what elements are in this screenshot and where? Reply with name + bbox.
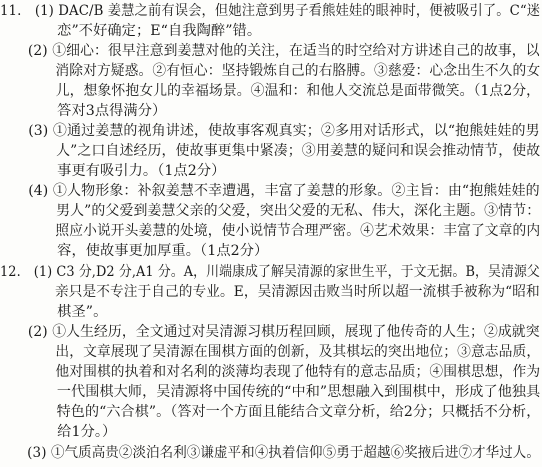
answer-11-4-line-2: 男人”的父爱到姜慧父亲的父爱，突出父爱的无私、伟大，深化主题。③情节： xyxy=(0,203,541,219)
answer-12-1-line-1: 12. (1) C3 分,D2 分,A1 分。A，川端康成了解吴清源的家世生平，于文无据。B，吴清源父 xyxy=(0,264,540,280)
answer-12-2-line-5: 特色的“六合棋”。（答对一个方面且能结合文章分析，给2分；只概括不分析， xyxy=(0,404,541,420)
answer-11-2-line-3: 儿，想象怀抱女儿的幸福场景。④温和：和他人交流总是面带微笑。（1点2分， xyxy=(0,83,541,99)
answer-11-2-line-1: (2) ①细心：很早注意到姜慧对他的关注，在适当的时空给对方讲述自己的故事，以 xyxy=(0,43,540,59)
answer-12-1-line-2: 亲只是不专注于自己的专业。E，吴清源因击败当时所以超一流棋手被称为“昭和 xyxy=(0,284,540,300)
answer-11-4-line-4: 容，使故事更加厚重。（1点2分） xyxy=(0,243,269,259)
answer-11-4-line-1: (4) ①人物形象：补叙姜慧不幸遭遇，丰富了姜慧的形象。②主旨：由“抱熊娃娃的 xyxy=(0,183,540,199)
answer-12-2-line-6: 给1分。） xyxy=(0,424,117,440)
answer-12-2-line-2: 出，文章展现了吴清源在围棋方面的创新，及其棋坛的突出地位；③意志品质， xyxy=(0,344,541,360)
answer-12-3-line-1: (3) ①气质高贵②淡泊名利③谦虚平和④执着信仰⑤勇于超越⑥奖掖后进⑦才华过人。 xyxy=(0,445,540,461)
answer-11-1-line-1: 11. (1) DAC/B 姜慧之前有误会，但她注意到男子看熊娃娃的眼神时，便被吸引了。C“迷 xyxy=(0,3,541,19)
answer-12-2-line-3: 他对围棋的执着和对名利的淡薄均表现了他特有的意志品质；④围棋思想，作为 xyxy=(0,364,541,380)
answer-12-2-line-1: (2) ①人生经历，全文通过对吴清源习棋历程回顾，展现了他传奇的人生；②成就突 xyxy=(0,324,540,340)
answer-12-2-line-4: 一代围棋大师，吴清源将中国传统的“中和”思想融入到围棋中，形成了他独具 xyxy=(0,384,541,400)
answer-11-3-line-2: 人”之口自述经历，使故事更集中紧凑；③用姜慧的疑问和误会推动情节，使故 xyxy=(0,143,541,159)
answer-11-1-line-2: 恋”不好确定；E“自我陶醉”错。 xyxy=(0,23,262,39)
answer-11-3-line-3: 事更有吸引力。（1点2分） xyxy=(0,163,226,179)
answer-11-2-line-4: 答对3点得满分） xyxy=(0,103,167,119)
answer-11-2-line-2: 消除对方疑惑。②有恒心：坚持锻炼自己的右胳膊。③慈爱：心念出生不久的女 xyxy=(0,63,541,79)
answer-11-4-line-3: 照应小说开头姜慧的处境，使小说情节合理严密。④艺术效果：丰富了文章的内 xyxy=(0,223,541,239)
answer-11-3-line-1: (3) ①通过姜慧的视角讲述，使故事客观真实；②多用对话形式，以“抱熊娃娃的男 xyxy=(0,123,540,139)
answer-12-1-line-3: 棋圣”。 xyxy=(0,304,108,320)
